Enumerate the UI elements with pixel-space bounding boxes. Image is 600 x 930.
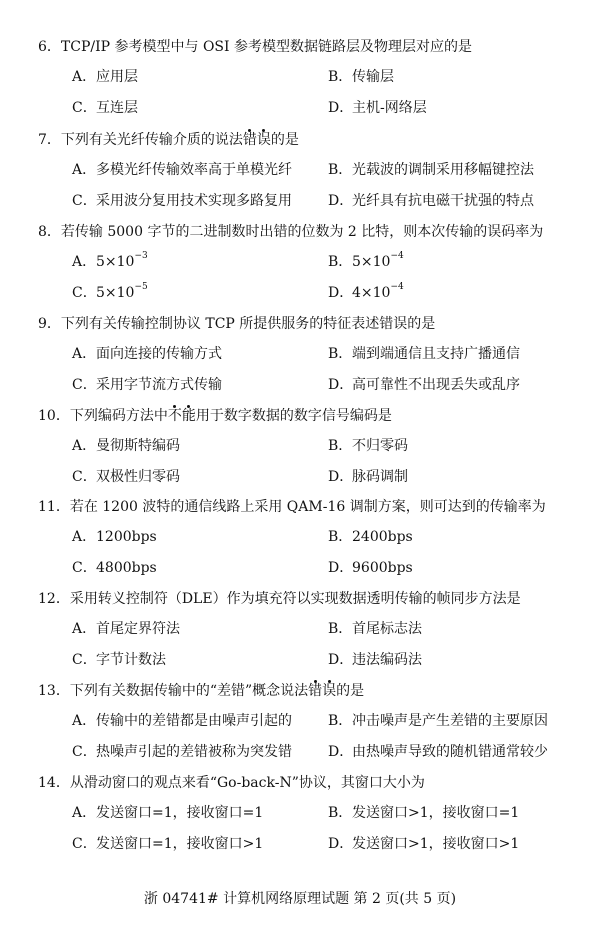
question-number: 13． (38, 683, 70, 699)
option-exponent: −5 (134, 282, 148, 293)
option-text: 传输中的差错都是由噪声引起的 (96, 713, 292, 729)
question-text: TCP/IP 参考模型中与 OSI 参考模型数据链路层及物理层对应的是 (60, 39, 473, 55)
option-letter: D． (328, 744, 354, 760)
option-text: 9600bps (352, 560, 413, 576)
option-letter: A． (72, 162, 97, 178)
page-footer: 浙 04741# 计算机网络原理试题 第 2 页(共 5 页) (143, 891, 457, 907)
question-stem (38, 492, 588, 522)
option-b (328, 247, 404, 278)
option-row (38, 706, 588, 737)
option-a (72, 522, 157, 553)
option-d (328, 278, 404, 309)
option-exponent: −4 (390, 282, 404, 293)
option-letter: D． (328, 469, 354, 485)
option-letter: D． (328, 285, 354, 301)
option-letter: A． (72, 621, 97, 637)
emphasis-char: 错 (242, 132, 257, 148)
question-text: 下列编码方法中 (69, 408, 168, 424)
option-row (38, 62, 588, 93)
option-row (38, 186, 588, 217)
option-text: 脉码调制 (352, 469, 408, 485)
option-text: 热噪声引起的差错被称为突发错 (96, 744, 292, 760)
option-letter: A． (72, 713, 97, 729)
option-d (328, 186, 534, 217)
option-text: 多模光纤传输效率高于单模光纤 (96, 162, 292, 178)
option-text: 端到端通信且支持广播通信 (352, 346, 520, 362)
option-base: 5×10 (96, 285, 135, 301)
question-10 (38, 401, 588, 493)
option-a (72, 614, 180, 645)
option-letter: C． (72, 285, 97, 301)
option-b (328, 614, 422, 645)
option-text: 4800bps (96, 560, 157, 576)
emphasis-char: 误 (256, 132, 271, 148)
question-12 (38, 584, 588, 676)
option-letter: B． (328, 162, 353, 178)
question-text: 用于数字数据的数字信号编码是 (195, 408, 392, 424)
option-text: 发送窗口=1，接收窗口>1 (96, 836, 264, 852)
question-text: 采用转义控制符（DLE）作为填充符以实现数据透明传输的帧同步方法是 (69, 591, 521, 607)
option-letter: B． (328, 529, 353, 545)
option-a (72, 798, 263, 829)
option-b (328, 706, 548, 737)
option-letter: C． (72, 469, 97, 485)
option-a (72, 155, 292, 186)
option-c (72, 737, 292, 768)
option-letter: B． (328, 254, 353, 270)
option-row (38, 614, 588, 645)
emphasis-char: 不 (167, 408, 182, 424)
option-base: 5×10 (352, 254, 391, 270)
emphasis-char: 错 (308, 683, 323, 699)
question-stem (38, 768, 588, 798)
option-letter: B． (328, 713, 353, 729)
option-letter: D． (328, 836, 354, 852)
option-a (72, 62, 138, 93)
option-row (38, 462, 588, 493)
question-number: 11． (38, 499, 70, 515)
question-stem (38, 32, 588, 62)
question-8 (38, 217, 588, 309)
option-row (38, 522, 588, 553)
option-letter: B． (328, 438, 353, 454)
option-letter: A． (72, 805, 97, 821)
option-text: 面向连接的传输方式 (96, 346, 222, 362)
option-c (72, 462, 180, 493)
option-c (72, 278, 148, 309)
option-text: 2400bps (352, 529, 413, 545)
question-13 (38, 676, 588, 768)
emphasis-char: 能 (181, 408, 196, 424)
option-exponent: −3 (134, 251, 148, 262)
question-9 (38, 309, 588, 401)
option-text: 双极性归零码 (96, 469, 180, 485)
option-row (38, 431, 588, 462)
question-text: 下列有关数据传输中的“差错”概念说法 (69, 683, 309, 699)
option-letter: C． (72, 560, 97, 576)
option-letter: A． (72, 69, 97, 85)
option-letter: A． (72, 346, 97, 362)
option-b (328, 522, 413, 553)
question-text: 若传输 5000 字节的二进制数时出错的位数为 2 比特，则本次传输的误码率为 (60, 224, 544, 240)
option-d (328, 93, 427, 124)
option-text: 不归零码 (352, 438, 408, 454)
option-c (72, 645, 166, 676)
option-b (328, 62, 394, 93)
question-text: 的是 (336, 683, 365, 699)
option-letter: C． (72, 836, 97, 852)
question-text: 下列有关传输控制协议 TCP 所提供服务的特征表述错误的是 (60, 316, 436, 332)
question-number: 10． (38, 408, 70, 424)
option-letter: C． (72, 193, 97, 209)
option-b (328, 798, 519, 829)
option-letter: B． (328, 69, 353, 85)
option-text: 主机-网络层 (352, 100, 427, 116)
question-text: 若在 1200 波特的通信线路上采用 QAM-16 调制方案，则可达到的传输率为 (69, 499, 546, 515)
question-6 (38, 32, 588, 124)
option-letter: B． (328, 346, 353, 362)
question-11 (38, 492, 588, 584)
question-number: 6． (38, 39, 61, 55)
option-text: 发送窗口=1，接收窗口=1 (96, 805, 264, 821)
option-letter: D． (328, 377, 354, 393)
option-row (38, 645, 588, 676)
option-text: 违法编码法 (352, 652, 422, 668)
option-base: 4×10 (352, 285, 391, 301)
question-text: 从滑动窗口的观点来看“Go-back-N”协议，其窗口大小为 (69, 775, 425, 791)
option-a (72, 247, 148, 278)
option-c (72, 829, 263, 860)
option-letter: D． (328, 100, 354, 116)
option-d (328, 462, 408, 493)
option-text: 光载波的调制采用移幅键控法 (352, 162, 534, 178)
option-text: 互连层 (96, 100, 138, 116)
option-d (328, 553, 413, 584)
option-text: 首尾标志法 (352, 621, 422, 637)
option-c (72, 370, 222, 401)
option-c (72, 553, 157, 584)
option-row (38, 553, 588, 584)
option-c (72, 93, 138, 124)
option-letter: A． (72, 529, 97, 545)
option-row (38, 798, 588, 829)
question-stem (38, 676, 588, 706)
option-text: 曼彻斯特编码 (96, 438, 180, 454)
question-7 (38, 125, 588, 217)
option-row (38, 247, 588, 278)
option-a (72, 706, 292, 737)
option-letter: A． (72, 254, 97, 270)
option-text: 光纤具有抗电磁干扰强的特点 (352, 193, 534, 209)
question-number: 12． (38, 591, 70, 607)
option-b (328, 431, 408, 462)
question-stem (38, 309, 588, 339)
option-text: 应用层 (96, 69, 138, 85)
option-d (328, 829, 519, 860)
option-letter: B． (328, 621, 353, 637)
option-d (328, 370, 520, 401)
question-number: 14． (38, 775, 70, 791)
option-letter: B． (328, 805, 353, 821)
option-text: 发送窗口>1，接收窗口=1 (352, 805, 520, 821)
option-row (38, 370, 588, 401)
question-stem (38, 217, 588, 247)
option-row (38, 339, 588, 370)
question-number: 8． (38, 224, 61, 240)
option-a (72, 339, 222, 370)
option-letter: C． (72, 377, 97, 393)
option-text: 发送窗口>1，接收窗口>1 (352, 836, 520, 852)
option-d (328, 645, 422, 676)
option-row (38, 737, 588, 768)
option-row (38, 829, 588, 860)
option-text: 采用波分复用技术实现多路复用 (96, 193, 292, 209)
question-14 (38, 768, 588, 860)
option-exponent: −4 (390, 251, 404, 262)
option-letter: C． (72, 100, 97, 116)
question-text: 下列有关光纤传输介质的说法 (60, 132, 243, 148)
option-text: 字节计数法 (96, 652, 166, 668)
option-letter: D． (328, 193, 354, 209)
question-stem (38, 584, 588, 614)
option-text: 1200bps (96, 529, 157, 545)
option-row (38, 93, 588, 124)
option-b (328, 339, 520, 370)
option-letter: A． (72, 438, 97, 454)
question-stem (38, 401, 588, 431)
option-base: 5×10 (96, 254, 135, 270)
option-text: 由热噪声导致的随机错通常较少 (352, 744, 548, 760)
question-number: 9． (38, 316, 61, 332)
emphasis-char: 误 (322, 683, 337, 699)
question-text: 的是 (270, 132, 299, 148)
option-row (38, 278, 588, 309)
option-letter: C． (72, 652, 97, 668)
option-c (72, 186, 292, 217)
option-b (328, 155, 534, 186)
question-stem (38, 125, 588, 155)
option-text: 首尾定界符法 (96, 621, 180, 637)
option-text: 高可靠性不出现丢失或乱序 (352, 377, 520, 393)
option-text: 传输层 (352, 69, 394, 85)
option-letter: D． (328, 652, 354, 668)
option-a (72, 431, 180, 462)
option-row (38, 155, 588, 186)
question-number: 7． (38, 132, 61, 148)
option-letter: C． (72, 744, 97, 760)
option-text: 冲击噪声是产生差错的主要原因 (352, 713, 548, 729)
option-d (328, 737, 548, 768)
option-text: 采用字节流方式传输 (96, 377, 222, 393)
option-letter: D． (328, 560, 354, 576)
